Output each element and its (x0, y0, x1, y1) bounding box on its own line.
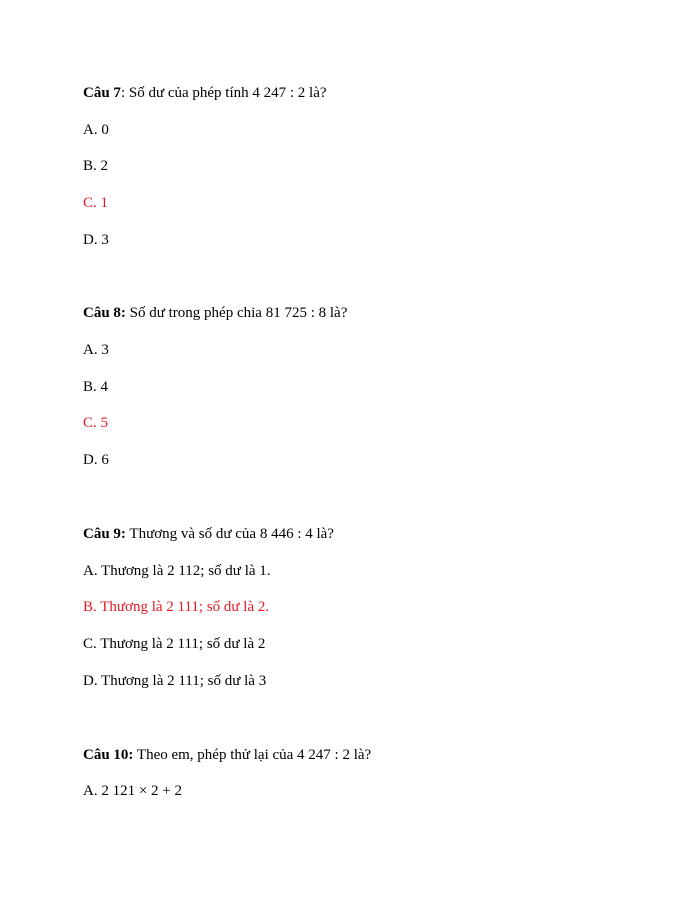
question-label: Câu 7 (83, 85, 121, 101)
answer-option: D. 3 (83, 232, 109, 248)
question-7 (83, 84, 327, 102)
question-8 (83, 304, 347, 322)
question-9 (83, 525, 334, 543)
answer-option: D. 6 (83, 452, 109, 468)
question-label-colon: : (120, 85, 126, 101)
answer-option-correct: C. 1 (83, 195, 109, 211)
question-label: Câu 9: (83, 526, 126, 542)
answer-option: A. Thương là 2 112; số dư là 1. (83, 563, 271, 579)
question-label: Câu 10: (83, 747, 134, 763)
answer-option: A. 0 (83, 122, 109, 138)
question-text: Số dư trong phép chia 81 725 : 8 là? (125, 305, 348, 321)
question-label: Câu 8: (83, 305, 126, 321)
question-text: Số dư của phép tính 4 247 : 2 là? (125, 85, 327, 101)
answer-option: A. 3 (83, 342, 109, 358)
answer-option-correct: C. 5 (83, 415, 109, 431)
answer-option: B. 4 (83, 379, 109, 395)
answer-option-correct: B. Thương là 2 111; số dư là 2. (83, 599, 270, 615)
question-text: Thương và số dư của 8 446 : 4 là? (125, 526, 334, 542)
question-10 (83, 746, 371, 764)
question-text: Theo em, phép thử lại của 4 247 : 2 là? (133, 747, 372, 763)
answer-option: C. Thương là 2 111; số dư là 2 (83, 636, 266, 652)
answer-option: D. Thương là 2 111; số dư là 3 (83, 673, 267, 689)
answer-option: A. 2 121 × 2 + 2 (83, 783, 183, 799)
answer-option: B. 2 (83, 158, 109, 174)
